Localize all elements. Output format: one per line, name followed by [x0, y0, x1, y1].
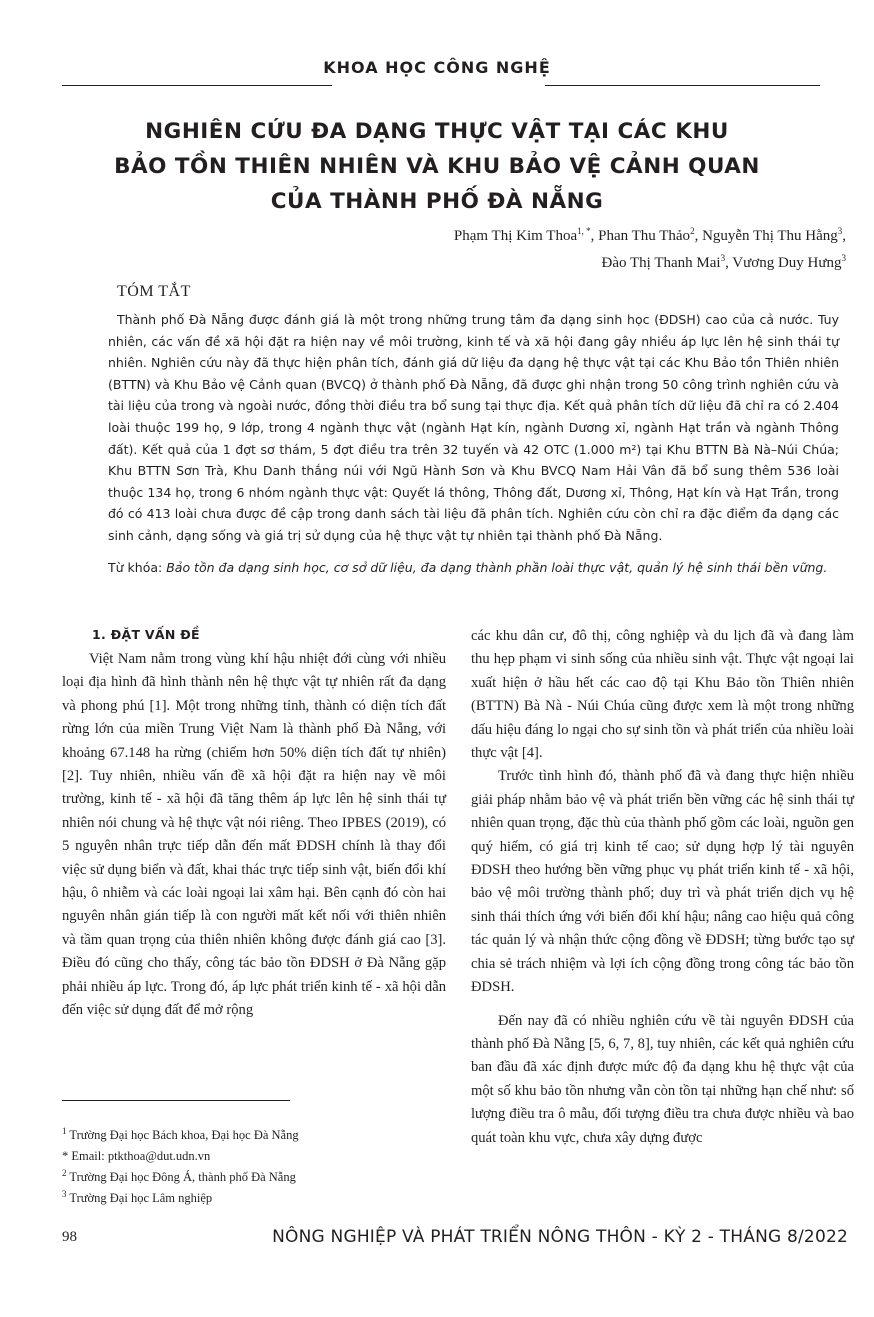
- paragraph: Việt Nam nằm trong vùng khí hậu nhiệt đới cùng với nhiều loại địa hình đã hình thành nên hệ thực vật tự nhiên rất đa dạng và phong phú [1]. Một trong những tỉnh, thành có diện tích đất rừng lớn của miền Trung Việt Nam là thành phố Đà Nẵng, với khoảng 67.148 ha rừng (chiếm hơn 50% diện tích đất tự nhiên) [2]. Tuy nhiên, nhiều vấn đề xã hội đặt ra hiện nay về môi trường, kinh tế - xã hội đã tăng thêm áp lực lên hệ sinh thái tự nhiên nói chung và hệ thực vật nói riêng. Theo IPBES (2019), có 5 nguyên nhân trực tiếp dẫn đến mất ĐDSH chính là thay đổi việc sử dụng biển và đất, khai thác trực tiếp sinh vật, biến đổi khí hậu, ô nhiễm và các loài ngoại lai xâm hại. Bên cạnh đó còn hai nguyên nhân gián tiếp là con người mất kết nối với thiên nhiên và tầm quan trọng của thiên nhiên không được đánh giá cao [3]. Điều đó cũng cho thấy, công tác bảo tồn ĐDSH ở Đà Nẵng gặp phải nhiều áp lực. Trong đó, áp lực phát triển kinh tế - xã hội dẫn đến việc sử dụng đất để mở rộng: [62, 651, 446, 1019]
- keywords: [108, 558, 839, 578]
- title-line-2: BẢO TỒN THIÊN NHIÊN VÀ KHU BẢO VỆ CẢNH QUAN: [114, 154, 760, 179]
- page-number: 98: [62, 1229, 77, 1245]
- journal-footer: NÔNG NGHIỆP VÀ PHÁT TRIỂN NÔNG THÔN - KỲ 2 - THÁNG 8/2022: [272, 1227, 848, 1247]
- header-rule-left: [62, 85, 332, 86]
- author-affiliation: 2: [690, 226, 695, 236]
- keywords-label: Từ khóa:: [108, 560, 163, 575]
- title-line-3: CỦA THÀNH PHỐ ĐÀ NẴNG: [270, 189, 604, 214]
- footnote-divider: [62, 1100, 290, 1101]
- section-1-heading: 1. ĐẶT VẤN ĐỀ: [92, 627, 200, 642]
- footnote-text: Trường Đại học Bách khoa, Đại học Đà Nẵng: [69, 1128, 299, 1142]
- author-affiliation: 3: [837, 226, 843, 236]
- header-rule-right: [545, 85, 820, 86]
- footnote-marker: 2: [62, 1167, 67, 1178]
- author-name: Phạm Thị Kim Thoa: [453, 228, 578, 244]
- paragraph: các khu dân cư, đô thị, công nghiệp và du lịch đã và đang làm thu hẹp phạm vi sinh sống của nhiều sinh vật. Thực vật ngoại lai xuất hiện ở hầu hết các cao độ tại Khu Bảo tồn Thiên nhiên (BTTN) Bà Nà - Núi Chúa cũng được xem là một trong những dấu hiệu đáng lo ngại cho sự sinh tồn và phát triển của nhiều loài thực vật [4].: [471, 628, 854, 762]
- article-title: [60, 114, 814, 219]
- author-line-1: Phạm Thị Kim Thoa$^{1, *}$, Phan Thu Thảo$^2$, Nguyễn Thị Thu Hằng$^3$,: [453, 226, 846, 244]
- author-affiliation: 1, *: [577, 226, 591, 236]
- author-list: [454, 223, 846, 277]
- author-name: Phan Thu Thảo: [598, 228, 691, 244]
- footnote-marker: 3: [62, 1188, 67, 1199]
- footnote-text: Trường Đại học Đông Á, thành phố Đà Nẵng: [69, 1170, 296, 1184]
- abstract-text: Thành phố Đà Nẵng được đánh giá là một trong những trung tâm đa dạng sinh học (ĐDSH) cao của cả nước. Tuy nhiên, các vấn đề xã hội đặt ra hiện nay về môi trường, kinh tế và xã hội đang gây nhiều áp lực lên hệ sinh thái tự nhiên. Nghiên cứu này đã thực hiện phân tích, đánh giá dữ liệu đa dạng hệ thực vật tại các Khu Bảo tồn Thiên nhiên (BTTN) và Khu Bảo vệ Cảnh quan (BVCQ) ở thành phố Đà Nẵng, đã được ghi nhận trong 50 công trình nghiên cứu và tài liệu của trong và ngoài nước, đồng thời điều tra bổ sung tại thực địa. Kết quả phân tích dữ liệu đã chỉ ra có 2.404 loài thuộc 199 họ, 9 lớp, trong 4 ngành thực vật (ngành Hạt kín, ngành Dương xỉ, ngành Hạt trần và ngành Thông đất). Kết quả của 1 đợt sơ thám, 5 đợt điều tra trên 32 tuyến và 42 OTC (1.000 m²) tại Khu BTTN Bà Nà–Núi Chúa; Khu BTTN Sơn Trà, Khu Danh thắng núi với Ngũ Hành Sơn và Khu BVCQ Nam Hải Vân đã bổ sung thêm 536 loài thuộc 134 họ, trong 6 nhóm ngành thực vật: Quyết lá thông, Thông đất, Dương xỉ, Thông, Hạt kín và Hạt Trần, trong đó có 413 loài chưa được đề cập trong danh sách tài liệu đã phân tích. Nghiên cứu còn chỉ ra đặc điểm đa dạng các sinh cảnh, dạng sống và giá trị sử dụng của hệ thực vật tự nhiên tại thành phố Đà Nẵng.: [108, 312, 839, 543]
- paragraph: Trước tình hình đó, thành phố đã và đang thực hiện nhiều giải pháp nhằm bảo vệ và phát triển bền vững các hệ sinh thái tự nhiên quan trọng, đặc thù của thành phố gồm các loài, nguồn gen quý hiếm, có giá trị kinh tế cao; sử dụng hợp lý tài nguyên ĐDSH theo hướng bền vững phục vụ phát triển kinh tế - xã hội, bảo vệ môi trường thành phố; duy trì và phát triển dịch vụ hệ sinh thái thích ứng với biến đổi khí hậu; nâng cao hiệu quả công tác quản lý và nhận thức cộng đồng về ĐDSH; từng bước tạo sự chia sẻ trách nhiệm và lợi ích cộng đồng trong công tác bảo tồn ĐDSH.: [471, 768, 854, 996]
- body-column-left: [62, 648, 446, 1023]
- author-affiliation: 3: [720, 253, 726, 263]
- author-name: Vương Duy Hưng: [732, 255, 842, 271]
- footnote: * Email: ptkthoa@dut.udn.vn: [62, 1149, 211, 1163]
- footnote: [62, 1167, 452, 1188]
- section-header: KHOA HỌC CÔNG NGHỆ: [323, 58, 551, 77]
- author-affiliation: 3: [841, 253, 846, 263]
- footnotes: [62, 1125, 452, 1209]
- abstract-heading: TÓM TẮT: [117, 283, 191, 300]
- author-name: Nguyễn Thị Thu Hằng: [702, 228, 838, 244]
- paragraph: Đến nay đã có nhiều nghiên cứu về tài nguyên ĐDSH của thành phố Đà Nẵng [5, 6, 7, 8], tuy nhiên, các kết quả nghiên cứu ban đầu đã xác định được mức độ đa dạng khu hệ thực vật của một số khu bảo tồn nhưng vẫn còn tồn tại những hạn chế như: số lượng điều tra ô mẫu, đối tượng điều tra chưa được nhiều và bao quát toàn khu vực, chưa xây dựng được: [471, 1012, 854, 1146]
- title-line-1: NGHIÊN CỨU ĐA DẠNG THỰC VẬT TẠI CÁC KHU: [145, 119, 729, 144]
- footnote: [62, 1188, 452, 1209]
- author-name: Đào Thị Thanh Mai: [601, 255, 721, 271]
- author-line-2: Đào Thị Thanh Mai$^3$, Vương Duy Hưng$^3$: [601, 253, 846, 271]
- keywords-text: Bảo tồn đa dạng sinh học, cơ sở dữ liệu, đa dạng thành phần loài thực vật, quản lý hệ sinh thái bền vững.: [166, 560, 828, 575]
- body-column-right: [471, 625, 854, 1150]
- footnote-text: Trường Đại học Lâm nghiệp: [69, 1191, 213, 1205]
- footnote: [62, 1125, 452, 1146]
- footnote-marker: 1: [62, 1125, 67, 1136]
